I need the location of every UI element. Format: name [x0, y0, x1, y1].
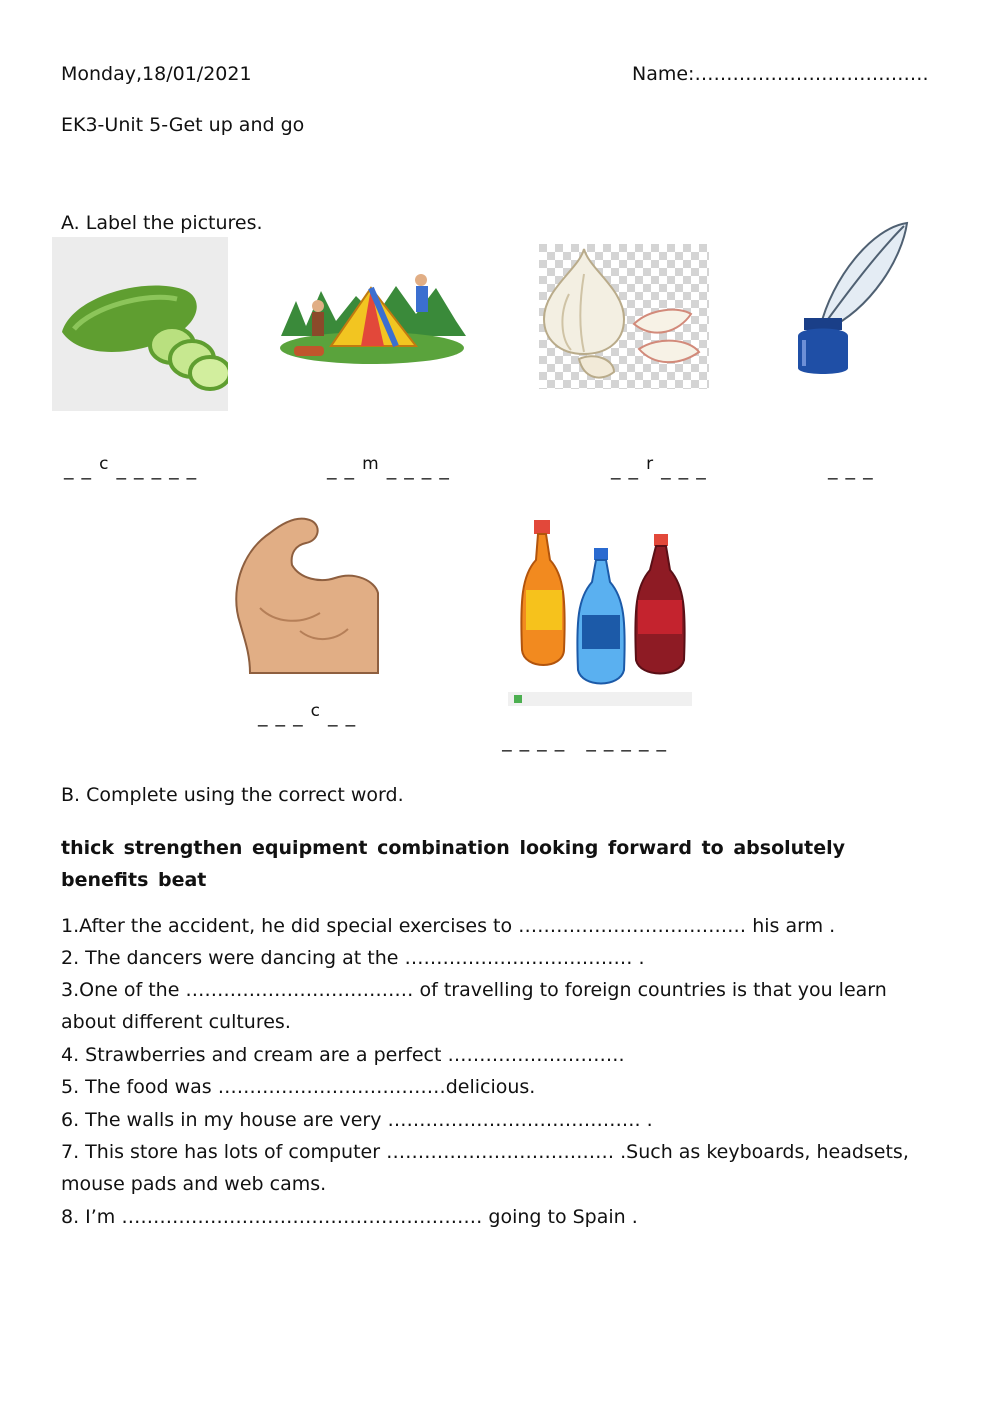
quill-ink-icon [792, 218, 912, 378]
hint-letter: r [646, 454, 655, 474]
word-bank: thick strengthen equipment combination looking forward to absolutely benefits beat [61, 837, 846, 891]
question-2[interactable]: 2. The dancers were dancing at the ……………………………… . [61, 947, 645, 969]
blank-part: _ _ [611, 458, 647, 480]
question-8[interactable]: 8. I’m ………………………………………………… going to Spain . [61, 1206, 638, 1228]
question-7[interactable]: 7. This store has lots of computer ……………………………… .Such as keyboards, headsets, mouse pads and web cams. [61, 1141, 909, 1195]
section-a-title: A. Label the pictures. [61, 212, 263, 234]
blank-part: _ _ [327, 458, 363, 480]
cucumber-icon [52, 237, 228, 411]
hint-letter: c [99, 454, 110, 474]
blank-part: _ _ _ _ [379, 458, 450, 480]
blank-part: _ _ [64, 458, 100, 480]
label-blank-cucumber[interactable] [64, 454, 198, 480]
question-1[interactable]: 1.After the accident, he did special exercises to ……………………………… his arm . [61, 915, 836, 937]
blank-part: _ _ _ _ _ _ _ _ _ [502, 730, 667, 752]
blank-part: _ _ _ _ _ [109, 458, 198, 480]
label-blank-camping[interactable] [327, 454, 450, 480]
unit-title: EK3-Unit 5-Get up and go [61, 114, 305, 136]
garlic-icon [539, 244, 709, 389]
blank-part: _ _ [320, 705, 357, 727]
question-4[interactable]: 4. Strawberries and cream are a perfect ………………………. [61, 1044, 625, 1066]
question-5[interactable]: 5. The food was ………………………………delicious. [61, 1076, 536, 1098]
section-b-title: B. Complete using the correct word. [61, 784, 404, 806]
question-6[interactable]: 6. The walls in my house are very …………………………………. . [61, 1109, 653, 1131]
blank-part: _ _ _ [828, 458, 874, 480]
blank-part: _ _ _ [654, 458, 707, 480]
soft-drinks-icon [508, 520, 692, 708]
date-text: Monday,18/01/2021 [61, 63, 252, 85]
camping-icon [276, 266, 469, 368]
hint-letter: c [310, 701, 321, 721]
hint-letter: m [362, 454, 380, 474]
blank-part: _ _ _ [258, 705, 311, 727]
name-field[interactable]: Name:………………………………. [632, 63, 929, 85]
label-blank-drinks[interactable] [488, 708, 667, 752]
label-blank-garlic[interactable] [611, 454, 707, 480]
muscle-arm-icon [230, 513, 380, 676]
label-blank-arm[interactable] [258, 701, 357, 727]
label-blank-ink[interactable] [828, 458, 874, 480]
question-3[interactable]: 3.One of the ……………………………… of travelling to foreign countries is that you learn about different cultures. [61, 979, 887, 1033]
